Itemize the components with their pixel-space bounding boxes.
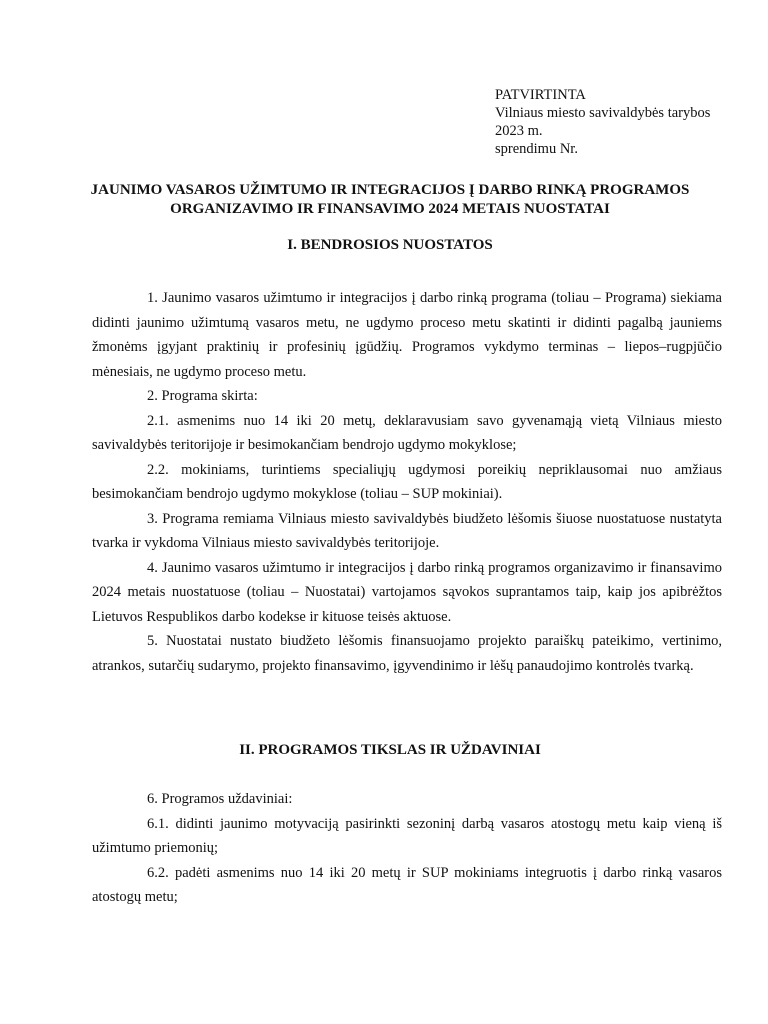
approval-year: 2023 m. (495, 123, 543, 139)
document-title-line-2: ORGANIZAVIMO IR FINANSAVIMO 2024 METAIS NUOSTATAI (170, 201, 610, 217)
approval-council: Vilniaus miesto savivaldybės tarybos (495, 105, 711, 121)
section-2-body (92, 787, 722, 910)
approval-block (495, 86, 755, 158)
document-title (60, 181, 720, 219)
paragraph-2-1: 2.1. asmenims nuo 14 iki 20 metų, deklaravusiam savo gyvenamąją vietą Vilniaus miesto savivaldybės teritorijoje ir besimokančiam bendrojo ugdymo mokyklose; (92, 412, 722, 453)
paragraph-1: 1. Jaunimo vasaros užimtumo ir integracijos į darbo rinką programa (toliau – Programa) siekiama didinti jaunimo užimtumą vasaros metu, ne ugdymo proceso metu skatinti ir didinti pagalbą jauniems žmonėms įgyjant praktinių ir profesinių įgūdžių. Programos vykdymo terminas – liepos–rugpjūčio mėnesiais, ne ugdymo proceso metu. (92, 290, 722, 380)
approval-label: PATVIRTINTA (495, 87, 586, 103)
section-heading-2: II. PROGRAMOS TIKSLAS IR UŽDAVINIAI (239, 742, 541, 758)
paragraph-6-2: 6.2. padėti asmenims nuo 14 iki 20 metų ir SUP mokiniams integruotis į darbo rinką vasaros atostogų metu; (92, 864, 722, 905)
section-heading-1: I. BENDROSIOS NUOSTATOS (287, 237, 493, 253)
document-title-line-1: JAUNIMO VASAROS UŽIMTUMO IR INTEGRACIJOS Į DARBO RINKĄ PROGRAMOS (90, 182, 690, 198)
section-1-body (92, 286, 722, 678)
paragraph-2-2: 2.2. mokiniams, turintiems specialiųjų ugdymosi poreikių nepriklausomai nuo amžiaus besimokančiam bendrojo ugdymo mokyklose (toliau – SUP mokiniai). (92, 461, 722, 502)
approval-decision: sprendimu Nr. (495, 141, 578, 157)
paragraph-3: 3. Programa remiama Vilniaus miesto savivaldybės biudžeto lėšomis šiuose nuostatuose nustatyta tvarka ir vykdoma Vilniaus miesto savivaldybės teritorijoje. (92, 510, 722, 551)
paragraph-6-1: 6.1. didinti jaunimo motyvaciją pasirinkti sezoninį darbą vasaros atostogų metu kaip vieną iš užimtumo priemonių; (92, 815, 722, 856)
paragraph-6: 6. Programos uždaviniai: (147, 791, 293, 807)
paragraph-4: 4. Jaunimo vasaros užimtumo ir integracijos į darbo rinką programos organizavimo ir finansavimo 2024 metais nuostatuose (toliau – Nuostatai) vartojamos sąvokos suprantamos taip, kaip jos apibrėžtos Lietuvos Respublikos darbo kodekse ir kituose teisės aktuose. (92, 559, 722, 625)
paragraph-5: 5. Nuostatai nustato biudžeto lėšomis finansuojamo projekto paraiškų pateikimo, vertinimo, atrankos, sutarčių sudarymo, projekto finansavimo, įgyvendinimo ir lėšų panaudojimo kontrolės tvarką. (92, 633, 722, 674)
paragraph-2: 2. Programa skirta: (147, 388, 258, 404)
